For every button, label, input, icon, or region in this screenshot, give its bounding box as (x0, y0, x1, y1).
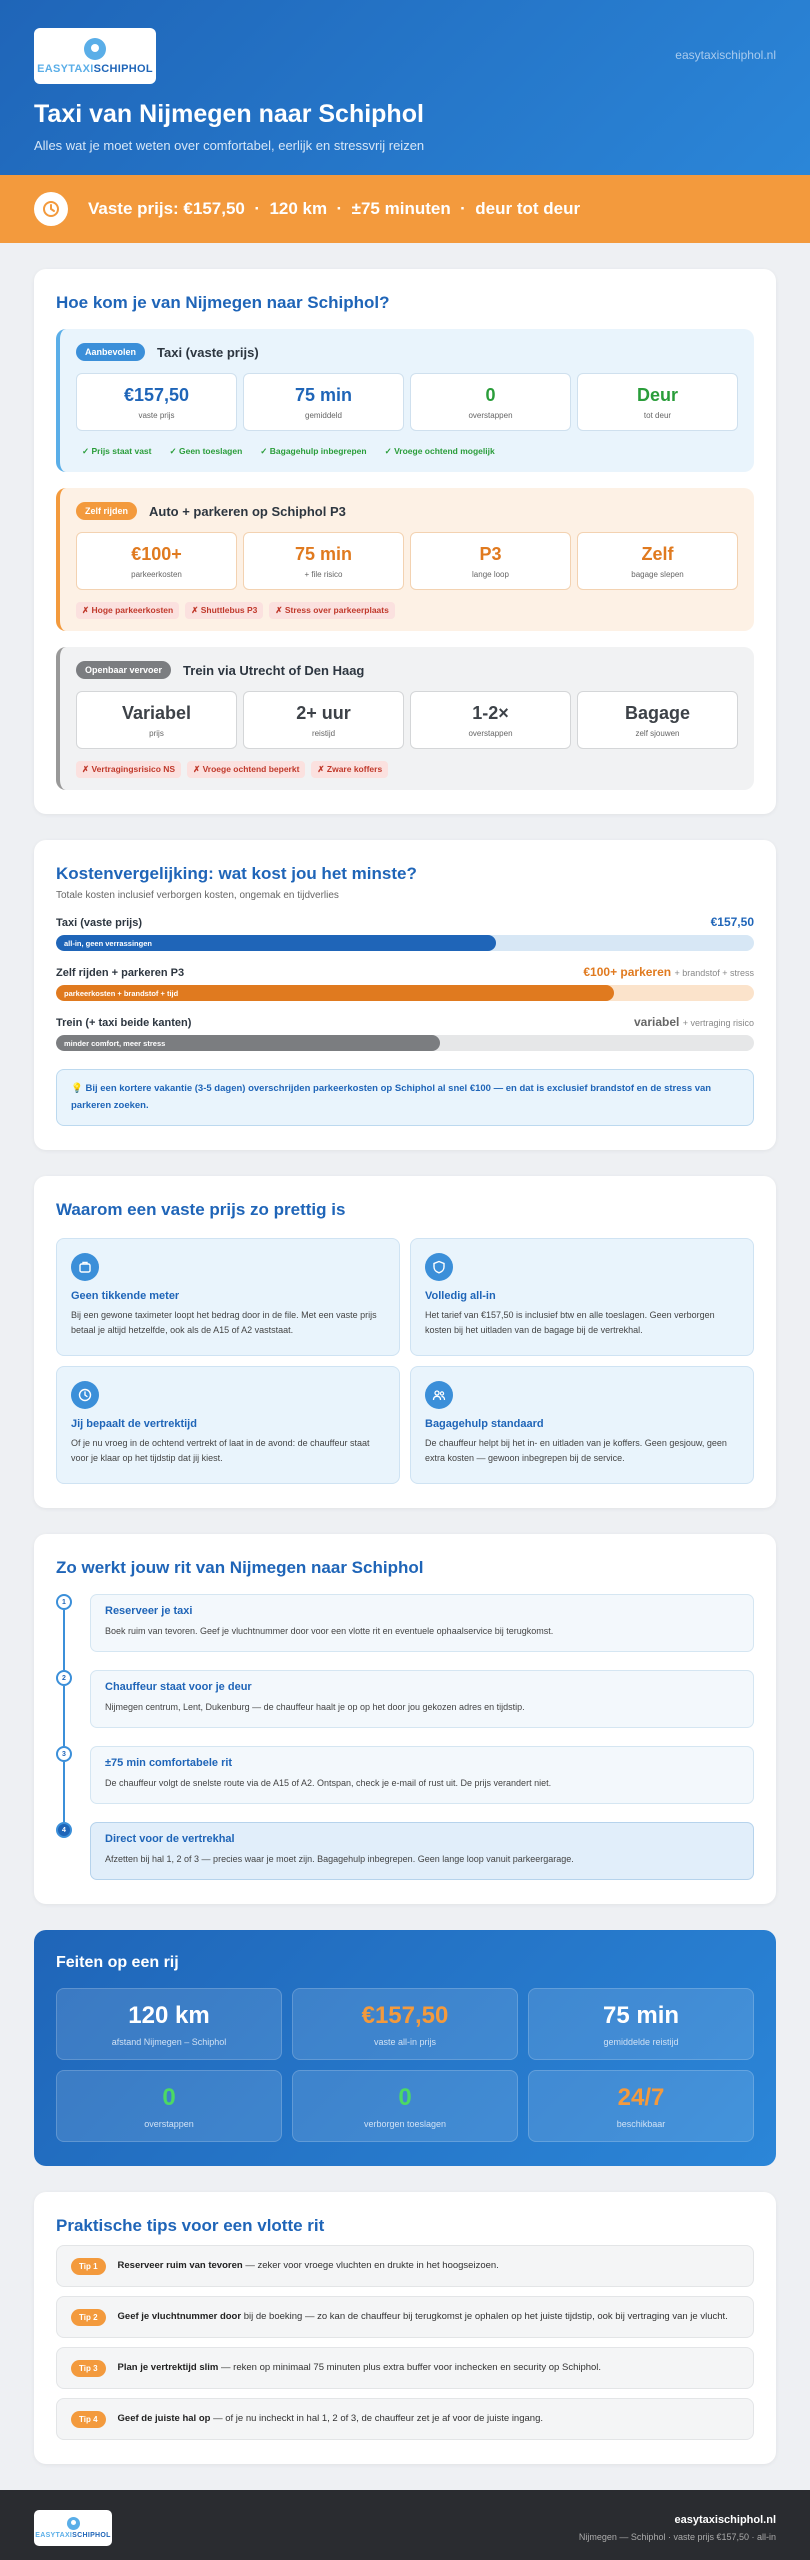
cost-bar-amount (711, 915, 754, 929)
stat-label: gemiddeld (305, 410, 342, 420)
step-title: Reserveer je taxi (105, 1605, 193, 1618)
cost-comparison-section (34, 840, 776, 1150)
con-tag: ✗ Stress over parkeerplaats (269, 602, 394, 619)
clock-icon (34, 192, 68, 226)
stat-tile (410, 691, 571, 749)
cost-bar-header (56, 965, 754, 979)
stat-label: overstappen (468, 410, 513, 420)
step-text: De chauffeur volgt de snelste route via de A15 of A2. Ontspan, check je e-mail of rust uit. De prijs verandert niet. (105, 1778, 552, 1789)
people-icon (425, 1381, 453, 1409)
step-title: Chauffeur staat voor je deur (105, 1681, 252, 1694)
benefit-card (56, 1366, 400, 1484)
shield-icon (425, 1253, 453, 1281)
fact-value: 75 min (602, 2001, 680, 2029)
con-tag: ✗ Shuttlebus P3 (185, 602, 263, 619)
fact-tile (292, 1988, 518, 2060)
tip-item (56, 2347, 754, 2389)
fact-tile (528, 1988, 754, 2060)
stat-tile (410, 532, 571, 590)
tip-badge: Tip 2 (71, 2309, 106, 2326)
logo-text: EASYTAXISCHIPHOL (37, 62, 153, 75)
routes-section (34, 269, 776, 814)
timeline-line (63, 1610, 65, 1670)
route-stats (76, 373, 738, 431)
route-tags (76, 443, 738, 460)
stat-tile (577, 373, 738, 431)
stat-value: €157,50 (123, 384, 190, 405)
step-card (90, 1822, 754, 1880)
tip-item (56, 2245, 754, 2287)
fact-label: gemiddelde reistijd (603, 2036, 679, 2047)
benefit-text: Of je nu vroeg in de ochtend vertrekt of laat in de avond: de chauffeur staat voor je klaar op het tijdstip dat jij kiest. (71, 1438, 370, 1464)
benefit-title: Geen tikkende meter (71, 1290, 180, 1303)
tip-item (56, 2398, 754, 2440)
stat-label: reistijd (311, 728, 336, 738)
page-footer (0, 2490, 810, 2560)
cost-bar-fill: all-in, geen verrassingen (56, 935, 496, 951)
fact-tile (528, 2070, 754, 2142)
stat-tile (410, 373, 571, 431)
tip-bold-text: Reserveer ruim van tevoren (117, 2260, 243, 2272)
cost-bar-fill: minder comfort, meer stress (56, 1035, 440, 1051)
fact-tile (56, 2070, 282, 2142)
tip-badge: Tip 3 (71, 2360, 106, 2377)
tip-rest-text: bij de boeking — zo kan de chauffeur bij terugkomst je ophalen op het juiste tijdstip, ook bij vertraging van je vlucht. (241, 2311, 728, 2323)
section-title: Feiten op een rij (56, 1954, 179, 1972)
stat-tile (243, 532, 404, 590)
cost-amount-value: €100+ parkeren (583, 965, 672, 979)
why-fixed-price-section (34, 1176, 776, 1508)
how-it-works-section (34, 1534, 776, 1904)
stat-value: 75 min (294, 384, 353, 405)
stat-value: €100+ (131, 543, 182, 564)
tip-text (118, 2309, 728, 2325)
tip-rest-text: — zeker voor vroege vluchten en drukte in het hoogseizoen. (242, 2260, 499, 2272)
taxi-icon (71, 1253, 99, 1281)
tip-text (118, 2360, 602, 2376)
parking-tip-box: 💡 Bij een kortere vakantie (3-5 dagen) overschrijden parkeerkosten op Schiphol al snel €100 — en dat is exclusief brandstof en de stress van parkeren zoeken. (56, 1069, 754, 1126)
footer-url[interactable]: easytaxischiphol.nl (674, 2514, 776, 2527)
step-card (90, 1670, 754, 1728)
route-header (76, 502, 738, 520)
route-stats (76, 532, 738, 590)
stat-label: + file risico (304, 569, 343, 579)
fact-value: 120 km (128, 2001, 210, 2029)
location-pin-icon (84, 38, 106, 60)
cost-bar-row (56, 965, 754, 1001)
stat-value: Deur (636, 384, 678, 405)
benefit-text: Bij een gewone taximeter loopt het bedrag door in de file. Met een vaste prijs betaal je altijd hetzelfde, ook als de A15 of A2 vaststaat. (71, 1310, 377, 1336)
stat-value: 2+ uur (296, 702, 351, 723)
step-text: Afzetten bij hal 1, 2 of 3 — precies waar je moet zijn. Bagagehulp inbegrepen. Geen lange loop vanuit parkeergarage. (105, 1854, 574, 1865)
step-card (90, 1594, 754, 1652)
route-option (56, 329, 754, 472)
stat-value: 75 min (294, 543, 353, 564)
logo-text: EASYTAXISCHIPHOL (35, 2532, 111, 2540)
benefit-text: De chauffeur helpt bij het in- en uitladen van je koffers. Geen gesjouw, geen extra kosten — gewoon inbegrepen bij de service. (425, 1438, 727, 1464)
cost-bar-amount (634, 1015, 754, 1029)
cost-bar-track (56, 1035, 754, 1051)
route-name: Taxi (vaste prijs) (157, 344, 259, 360)
route-stats (76, 691, 738, 749)
benefit-title: Bagagehulp standaard (425, 1418, 544, 1431)
benefit-card (410, 1366, 754, 1484)
pro-tag: ✓ Bagagehulp inbegrepen (260, 446, 367, 456)
cost-bar-track (56, 935, 754, 951)
section-title: Hoe kom je van Nijmegen naar Schiphol? (56, 293, 390, 312)
stat-value: P3 (479, 543, 502, 564)
benefit-text: Het tarief van €157,50 is inclusief btw en alle toeslagen. Geen verborgen kosten bij het uitladen van de bagage bij de vertrekhal. (425, 1310, 715, 1336)
con-tag: ✗ Hoge parkeerkosten (76, 602, 179, 619)
stat-value: Variabel (121, 702, 192, 723)
stat-label: prijs (149, 728, 164, 738)
tip-text (118, 2258, 499, 2274)
con-tag: ✗ Vroege ochtend beperkt (187, 761, 305, 778)
tip-rest-text: — of je nu incheckt in hal 1, 2 of 3, de chauffeur zet je af voor de juiste ingang. (210, 2413, 543, 2425)
step-number: 2 (56, 1670, 72, 1686)
route-name: Auto + parkeren op Schiphol P3 (149, 503, 346, 519)
cost-amount-note: + brandstof + stress (674, 968, 754, 978)
fact-tile (292, 2070, 518, 2142)
fact-value: 0 (162, 2083, 176, 2111)
cost-bar-header (56, 1015, 754, 1029)
con-tag: ✗ Zware koffers (311, 761, 388, 778)
step-number: 3 (56, 1746, 72, 1762)
clock-icon (71, 1381, 99, 1409)
route-header (76, 661, 738, 679)
site-logo[interactable] (34, 28, 156, 84)
cost-amount-value: €157,50 (710, 915, 754, 929)
stat-tile (243, 373, 404, 431)
stat-label: bagage slepen (631, 569, 684, 579)
stat-label: parkeerkosten (131, 569, 182, 579)
cost-bar-header (56, 915, 754, 929)
fact-label: vaste all-in prijs (373, 2036, 437, 2047)
stat-label: zelf sjouwen (635, 728, 680, 738)
stat-tile (243, 691, 404, 749)
stat-label: overstappen (468, 728, 513, 738)
section-title: Praktische tips voor een vlotte rit (56, 2216, 325, 2236)
section-title: Kostenvergelijking: wat kost jou het minste? (56, 864, 417, 883)
site-url[interactable]: easytaxischiphol.nl (675, 48, 776, 62)
step-item (56, 1594, 754, 1652)
stat-label: vaste prijs (138, 410, 175, 420)
stat-value: Zelf (641, 543, 674, 564)
fact-label: overstappen (144, 2118, 194, 2129)
pro-tag: ✓ Prijs staat vast (82, 446, 152, 456)
stat-label: lange loop (472, 569, 509, 579)
route-option (56, 488, 754, 631)
route-badge: Openbaar vervoer (76, 661, 171, 679)
page-title: Taxi van Nijmegen naar Schiphol (34, 100, 424, 128)
tip-rest-text: — reken op minimaal 75 minuten plus extra buffer voor inchecken en security op Schiphol. (218, 2362, 602, 2374)
cost-bar-row (56, 1015, 754, 1051)
cost-bar-label: Taxi (vaste prijs) (56, 917, 142, 929)
section-title: Waarom een vaste prijs zo prettig is (56, 1200, 346, 1220)
price-summary: Vaste prijs: €157,50 · 120 km · ±75 minuten · deur tot deur (88, 199, 581, 218)
route-option (56, 647, 754, 790)
cost-bar-label: Trein (+ taxi beide kanten) (56, 1017, 192, 1029)
tip-bold-text: Plan je vertrektijd slim (117, 2362, 219, 2374)
con-tag: ✗ Vertragingsrisico NS (76, 761, 181, 778)
route-header (76, 343, 738, 361)
cost-amount-value: variabel (634, 1015, 680, 1029)
step-item (56, 1670, 754, 1728)
step-text: Boek ruim van tevoren. Geef je vluchtnummer door voor een vlotte rit en eventuele ophaalservice bij terugkomst. (105, 1626, 554, 1637)
route-badge: Zelf rijden (76, 502, 137, 520)
step-text: Nijmegen centrum, Lent, Dukenburg — de chauffeur haalt je op op het door jou gekozen adres en tijdstip. (105, 1702, 525, 1713)
stat-tile (76, 373, 237, 431)
tips-section (34, 2192, 776, 2464)
route-tags (76, 602, 738, 619)
section-subtitle: Totale kosten inclusief verborgen kosten, ongemak en tijdverlies (56, 890, 339, 901)
cost-bar-row (56, 915, 754, 951)
stat-value: 0 (485, 384, 496, 405)
stat-label: tot deur (643, 410, 672, 420)
cost-bar-label: Zelf rijden + parkeren P3 (56, 967, 185, 979)
step-title: ±75 min comfortabele rit (105, 1757, 233, 1770)
tip-bold-text: Geef de juiste hal op (117, 2413, 211, 2425)
location-pin-icon (67, 2517, 80, 2530)
fact-tile (56, 1988, 282, 2060)
pro-tag: ✓ Vroege ochtend mogelijk (384, 446, 495, 456)
route-name: Trein via Utrecht of Den Haag (183, 662, 365, 678)
step-number: 4 (56, 1822, 72, 1838)
tip-item (56, 2296, 754, 2338)
benefit-title: Volledig all-in (425, 1290, 496, 1303)
fact-label: beschikbaar (616, 2118, 666, 2129)
stat-tile (76, 691, 237, 749)
fact-value: 0 (398, 2083, 412, 2111)
tip-bold-text: Geef je vluchtnummer door (117, 2311, 242, 2323)
fact-label: verborgen toeslagen (363, 2118, 447, 2129)
step-item (56, 1746, 754, 1804)
page-subtitle: Alles wat je moet weten over comfortabel, eerlijk en stressvrij reizen (34, 138, 425, 153)
fact-value: €157,50 (361, 2001, 449, 2029)
section-title: Zo werkt jouw rit van Nijmegen naar Schiphol (56, 1558, 424, 1578)
benefit-card (410, 1238, 754, 1356)
tip-badge: Tip 1 (71, 2258, 106, 2275)
step-title: Direct voor de vertrekhal (105, 1833, 235, 1846)
step-number: 1 (56, 1594, 72, 1610)
route-badge: Aanbevolen (76, 343, 145, 361)
stat-value: 1-2× (472, 702, 509, 723)
fact-label: afstand Nijmegen – Schiphol (111, 2036, 227, 2047)
benefit-title: Jij bepaalt de vertrektijd (71, 1418, 197, 1431)
stat-value: Bagage (624, 702, 691, 723)
footer-logo[interactable] (34, 2510, 112, 2546)
footer-tagline: Nijmegen — Schiphol · vaste prijs €157,50 · all-in (578, 2532, 776, 2543)
facts-section (34, 1930, 776, 2166)
timeline-line (63, 1762, 65, 1822)
cost-amount-note: + vertraging risico (682, 1018, 754, 1028)
timeline-line (63, 1686, 65, 1746)
tip-text (118, 2411, 543, 2427)
stat-tile (577, 532, 738, 590)
step-card (90, 1746, 754, 1804)
tip-badge: Tip 4 (71, 2411, 106, 2428)
fact-value: 24/7 (617, 2083, 665, 2111)
step-item (56, 1822, 754, 1880)
cost-bar-fill: parkeerkosten + brandstof + tijd (56, 985, 614, 1001)
route-tags (76, 761, 738, 778)
benefit-card (56, 1238, 400, 1356)
stat-tile (577, 691, 738, 749)
pro-tag: ✓ Geen toeslagen (169, 446, 243, 456)
cost-bar-amount (583, 965, 754, 979)
price-banner (0, 175, 810, 243)
page-header (0, 0, 810, 175)
stat-tile (76, 532, 237, 590)
cost-bar-track (56, 985, 754, 1001)
